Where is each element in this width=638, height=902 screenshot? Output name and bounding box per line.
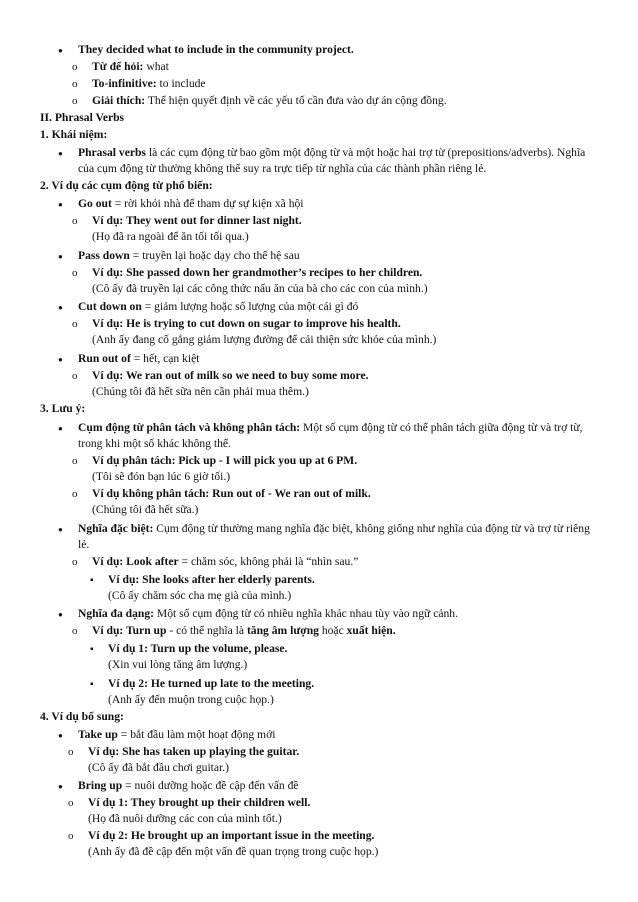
intro-item-text: what [143,60,169,73]
bullet-dot [58,521,63,538]
special-label: Nghĩa đặc biệt: [78,522,154,535]
special-example [92,554,358,570]
sub-sub-bullet-square [90,641,94,658]
sub-bullet-circle [72,554,78,570]
intro-item [92,93,447,109]
phrasal-item [78,299,358,315]
concept-text: là các cụm động từ bao gồm một động từ và một hoặc hai trợ từ (prepositions/adverbs). Nghĩa [145,146,586,159]
sub-bullet-circle [68,744,74,760]
example-translation: (Anh ấy đã đề cập đến một vấn đề quan trọng trong cuộc họp.) [88,845,379,858]
example-sentence: Ví dụ: She has taken up playing the guitar. [88,745,300,758]
phrasal-meaning: = bắt đầu làm một hoạt động mới [117,728,276,741]
phrasal-meaning: = hết, cạn kiệt [130,352,200,365]
sub-bullet-circle [72,213,78,229]
bullet-dot [58,248,63,265]
section-title: II. Phrasal Verbs [40,111,125,124]
example-sentence: Ví dụ phân tách: Pick up - I will pick you up at 6 PM. [92,454,358,467]
intro-sentence: They decided what to include in the community project. [78,43,354,56]
example-sentence: Ví dụ 1: Turn up the volume, please. [108,642,288,655]
phrasal-verb: Go out [78,197,112,210]
phrasal-item [78,778,299,794]
special-text-2: lẻ. [78,538,90,551]
bullet-dot [58,196,63,213]
phrasal-verb: Bring up [78,779,123,792]
sub-bullet-circle [72,623,78,639]
example-translation: (Tôi sẽ đón bạn lúc 6 giờ tối.) [92,470,231,483]
sub-bullet-circle [68,795,74,811]
sub-bullet-circle [68,828,74,844]
sub-bullet-circle [72,59,78,75]
concept-label: Phrasal verbs [78,146,146,159]
bullet-dot [58,606,63,623]
example-translation: (Cô ấy đã bắt đầu chơi guitar.) [88,761,230,774]
separable-text: Một số cụm động từ có thể phân tách giữa động từ và trợ từ, [300,421,583,434]
multi-example-mid: - có thể nghĩa là [166,624,247,637]
phrasal-meaning: = nuôi dưỡng hoặc đề cập đến vấn đề [122,779,299,792]
concept-line [78,145,585,161]
example-sentence: Ví dụ: He is trying to cut down on sugar to improve his health. [92,317,401,330]
separable-text-2: trong khi một số khác không thể. [78,437,231,450]
phrasal-verb: Run out of [78,352,131,365]
example-translation: (Chúng tôi đã hết sữa nên cần phải mua thêm.) [92,385,309,398]
concept-heading: 1. Khái niệm: [40,128,108,141]
example-sentence: Ví dụ: We ran out of milk so we need to buy some more. [92,369,369,382]
intro-item-label: Từ để hỏi: [92,60,144,73]
multi-example-or: hoặc [318,624,347,637]
example-sentence: Ví dụ: She looks after her elderly parents. [108,573,315,586]
intro-item-label: To-infinitive: [92,77,157,90]
example-sentence: Ví dụ: She passed down her grandmother’s recipes to her children. [92,266,423,279]
multi-label: Nghĩa đa dạng: [78,607,155,620]
phrasal-meaning: = truyền lại hoặc dạy cho thế hệ sau [129,249,300,262]
bullet-dot [58,778,63,795]
bullet-dot [58,299,63,316]
special-example-label: Ví dụ: Look after [92,555,179,568]
example-sentence: Ví dụ không phân tách: Run out of - We ran out of milk. [92,487,371,500]
intro-item-text: to include [156,77,206,90]
intro-item [92,76,206,92]
example-translation: (Xin vui lòng tăng âm lượng.) [108,658,248,671]
intro-item-label: Giải thích: [92,94,146,107]
example-sentence: Ví dụ 1: They brought up their children well. [88,796,311,809]
sub-bullet-circle [72,76,78,92]
concept-line-2: của cụm động từ thường không thể suy ra trực tiếp từ nghĩa của các thành phần riêng lẻ. [78,162,487,175]
example-translation: (Họ đã ra ngoài để ăn tối tối qua.) [92,230,249,243]
multi-example-label: Ví dụ: Turn up [92,624,167,637]
example-translation: (Cô ấy đã truyền lại các công thức nấu ăn của bà cho các con của mình.) [92,282,428,295]
sub-bullet-circle [72,368,78,384]
intro-item [92,59,169,75]
multi-example [92,623,396,639]
multi-meaning-2: xuất hiện. [346,624,396,637]
extra-heading: 4. Ví dụ bổ sung: [40,710,124,723]
bullet-dot [58,42,63,59]
phrasal-meaning: = rời khỏi nhà để tham dự sự kiện xã hội [111,197,304,210]
sub-sub-bullet-square [90,676,94,693]
sub-bullet-circle [72,453,78,469]
special-note [78,521,590,537]
intro-item-text: Thể hiện quyết định về các yếu tố cần đưa vào dự án cộng đồng. [145,94,447,107]
sub-bullet-circle [72,265,78,281]
special-example-text: = chăm sóc, không phải là “nhìn sau.” [178,555,359,568]
example-translation: (Anh ấy đang cố gắng giảm lượng đường để cải thiện sức khỏe của mình.) [92,333,437,346]
phrasal-item [78,351,200,367]
phrasal-verb: Cut down on [78,300,142,313]
sub-sub-bullet-square [90,572,94,589]
sub-bullet-circle [72,316,78,332]
example-sentence: Ví dụ 2: He brought up an important issue in the meeting. [88,829,375,842]
phrasal-verb: Pass down [78,249,130,262]
phrasal-item [78,248,300,264]
multi-text: Một số cụm động từ có nhiều nghĩa khác nhau tùy vào ngữ cảnh. [154,607,458,620]
special-text: Cụm động từ thường mang nghĩa đặc biệt, không giống như nghĩa của động từ và trợ từ riêng [153,522,590,535]
phrasal-item [78,196,304,212]
bullet-dot [58,351,63,368]
phrasal-meaning: = giảm lượng hoặc số lượng của một cái gì đó [141,300,359,313]
bullet-dot [58,420,63,437]
notes-heading: 3. Lưu ý: [40,402,86,415]
separable-label: Cụm động từ phân tách và không phân tách: [78,421,301,434]
example-sentence: Ví dụ: They went out for dinner last night. [92,214,302,227]
multi-note [78,606,458,622]
bullet-dot [58,727,63,744]
common-heading: 2. Ví dụ các cụm động từ phổ biến: [40,179,213,192]
phrasal-verb: Take up [78,728,118,741]
example-translation: (Cô ấy chăm sóc cha mẹ già của mình.) [108,589,292,602]
example-translation: (Họ đã nuôi dưỡng các con của mình tốt.) [88,812,282,825]
bullet-dot [58,145,63,162]
separable-note [78,420,583,436]
phrasal-item [78,727,275,743]
example-translation: (Anh ấy đến muộn trong cuộc họp.) [108,693,274,706]
sub-bullet-circle [72,93,78,109]
example-sentence: Ví dụ 2: He turned up late to the meeting. [108,677,315,690]
example-translation: (Chúng tôi đã hết sữa.) [92,503,199,516]
sub-bullet-circle [72,486,78,502]
multi-meaning-1: tăng âm lượng [246,624,319,637]
